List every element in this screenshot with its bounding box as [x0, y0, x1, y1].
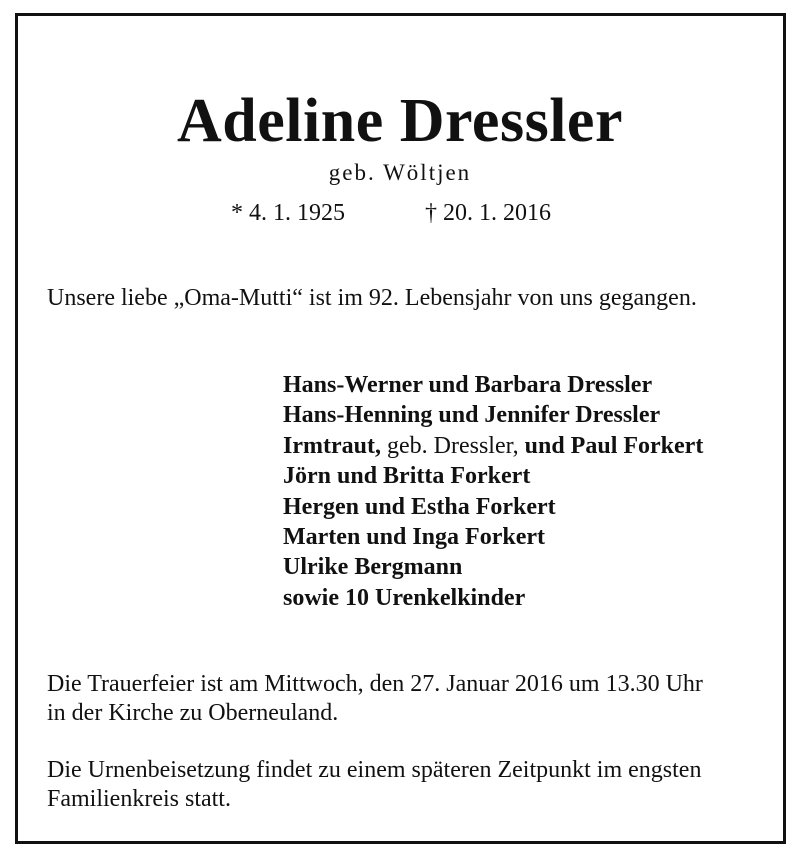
mourner-line: Hans-Henning und Jennifer Dressler	[283, 402, 661, 429]
death-date: † 20. 1. 2016	[425, 200, 551, 226]
urn-burial-info	[47, 756, 767, 814]
funeral-info-line: in der Kirche zu Oberneuland.	[47, 700, 339, 726]
mourner-line: sowie 10 Urenkelkinder	[283, 584, 526, 611]
deceased-name: Adeline Dressler	[177, 87, 623, 155]
mourner-line: Marten und Inga Forkert	[283, 524, 545, 551]
mourner-line	[283, 431, 703, 461]
mourner-line: Ulrike Bergmann	[283, 554, 463, 581]
mourner-line: Hergen und Estha Forkert	[283, 493, 556, 520]
mourner-name: und Paul Forkert	[524, 432, 704, 459]
mourner-maiden-note: geb. Dressler,	[380, 432, 525, 459]
mourner-line: Jörn und Britta Forkert	[283, 463, 531, 490]
intro-text: Unsere liebe „Oma-Mutti“ ist im 92. Lebensjahr von uns gegangen.	[47, 285, 697, 311]
mourner-line: Hans-Werner und Barbara Dressler	[283, 372, 653, 398]
urn-burial-line: Familienkreis statt.	[47, 786, 231, 812]
mourners-list	[283, 370, 703, 613]
funeral-info-line: Die Trauerfeier ist am Mittwoch, den 27. Januar 2016 um 13.30 Uhr	[47, 671, 703, 697]
funeral-info	[47, 670, 767, 728]
birth-date: * 4. 1. 1925	[231, 200, 345, 226]
mourner-name: Irmtraut,	[283, 432, 381, 459]
maiden-name: geb. Wöltjen	[328, 160, 472, 185]
urn-burial-line: Die Urnenbeisetzung findet zu einem späteren Zeitpunkt im engsten	[47, 757, 702, 783]
